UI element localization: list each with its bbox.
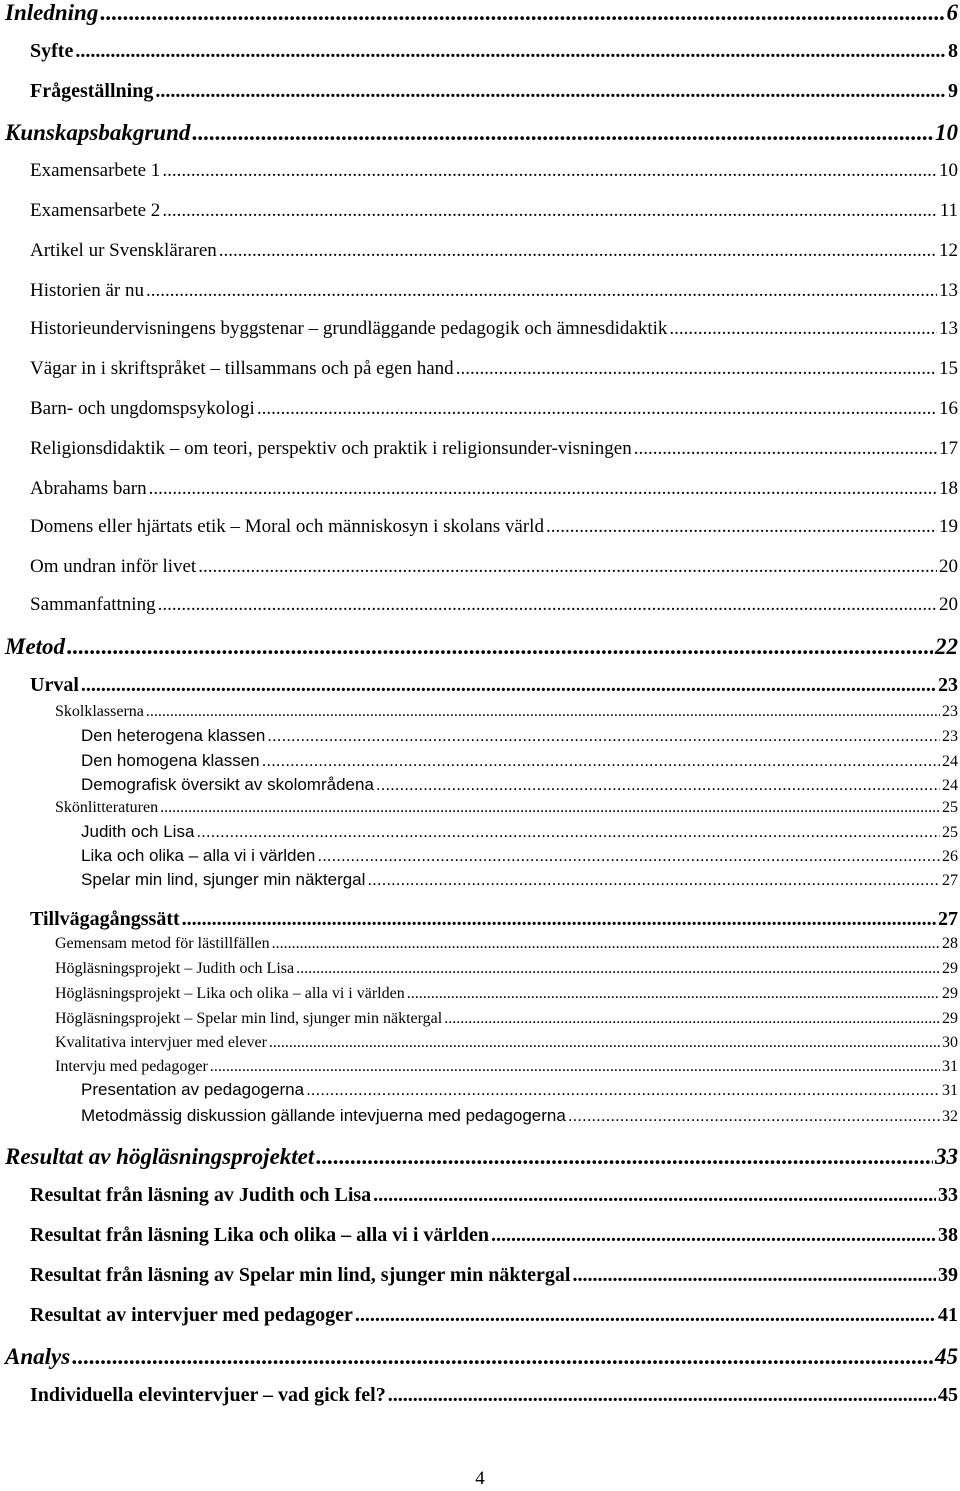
toc-entry-page: 23 [942,703,958,720]
toc-entry-title: Metodmässig diskussion gällande intevjuerna med pedagogerna [81,1106,566,1125]
toc-entry-page: 26 [942,848,958,865]
toc-entry[interactable] [0,799,958,817]
toc-entry[interactable] [0,240,958,262]
toc-entry-page: 11 [939,200,958,221]
toc-entry[interactable] [0,674,958,697]
toc-entry[interactable] [0,908,958,931]
toc-entry-page: 25 [942,799,958,816]
toc-entry-page: 29 [942,985,958,1002]
toc-entry-page: 8 [948,40,958,62]
toc-entry[interactable] [0,200,958,222]
toc-entry-title: Resultat från läsning av Judith och Lisa [30,1184,372,1206]
dot-leader [75,40,946,63]
dot-leader [407,985,940,1003]
toc-entry[interactable] [0,726,958,746]
toc-entry[interactable] [0,438,958,460]
toc-entry[interactable] [0,594,958,616]
dot-leader [192,120,933,146]
dot-leader [146,280,937,302]
toc-entry-title: Demografisk översikt av skolområdena [81,775,374,794]
toc-entry-title: Den homogena klassen [81,751,260,770]
toc-entry-page: 33 [935,1144,958,1169]
dot-leader [388,1384,936,1407]
toc-entry-page: 41 [938,1304,958,1326]
dot-leader [456,358,937,380]
toc-entry[interactable] [0,478,958,500]
dot-leader [568,1106,940,1126]
toc-entry-page: 20 [939,556,958,577]
toc-entry-title: Skolklasserna [55,703,144,720]
toc-entry[interactable] [0,634,958,660]
dot-leader [67,634,933,660]
toc-entry[interactable] [0,318,958,340]
toc-entry-title: Judith och Lisa [81,822,195,841]
toc-entry-title: Resultat från läsning Lika och olika – alla vi i världen [30,1224,489,1246]
toc-entry-title: Metod [5,634,66,659]
toc-entry[interactable] [0,1058,958,1076]
toc-entry-page: 10 [939,160,958,181]
toc-entry[interactable] [0,1144,958,1170]
toc-entry[interactable] [0,775,958,795]
toc-entry-title: Religionsdidaktik – om teori, perspektiv och praktik i religionsunder-visningen [30,438,632,459]
toc-entry-title: Presentation av pedagogerna [81,1080,305,1099]
toc-entry-page: 20 [939,594,958,615]
toc-entry-title: Sammanfattning [30,594,156,615]
toc-entry-page: 23 [942,728,958,745]
toc-entry-page: 24 [942,777,958,794]
toc-entry-title: Högläsningsprojekt – Lika och olika – alla vi i världen [55,985,405,1002]
toc-entry-page: 33 [938,1184,958,1206]
toc-entry[interactable] [0,398,958,420]
toc-entry-title: Inledning [5,0,99,25]
toc-entry-page: 38 [938,1224,958,1246]
toc-entry-page: 45 [935,1344,958,1369]
dot-leader [155,80,946,103]
dot-leader [269,1034,940,1052]
toc-entry-title: Resultat av intervjuer med pedagoger [30,1304,353,1326]
toc-entry-title: Kunskapsbakgrund [5,120,191,145]
dot-leader [198,556,937,578]
toc-entry[interactable] [0,280,958,302]
dot-leader [72,1344,933,1370]
toc-entry[interactable] [0,1010,958,1028]
dot-leader [81,674,936,697]
toc-entry-title: Vägar in i skriftspråket – tillsammans och på egen hand [30,358,454,379]
toc-entry[interactable] [0,1304,958,1327]
dot-leader [267,726,940,746]
toc-entry-page: 16 [939,398,958,419]
toc-entry-title: Urval [30,674,79,696]
toc-entry[interactable] [0,80,958,103]
page-number: 4 [475,1468,485,1489]
toc-entry[interactable] [0,556,958,578]
dot-leader [444,1010,940,1028]
toc-entry-page: 6 [946,0,958,25]
toc-entry[interactable] [0,703,958,721]
toc-entry[interactable] [0,1106,958,1126]
toc-entry-title: Artikel ur Svenskläraren [30,240,217,261]
toc-entry-page: 24 [942,753,958,770]
toc-entry[interactable] [0,358,958,380]
toc-entry-page: 45 [938,1384,958,1406]
toc-entry-title: Högläsningsprojekt – Judith och Lisa [55,960,295,977]
toc-entry-title: Tillvägagångssätt [30,908,180,930]
toc-entry[interactable] [0,516,958,538]
dot-leader [146,703,940,721]
toc-entry-title: Resultat av högläsningsprojektet [5,1144,315,1169]
toc-entry-page: 28 [942,935,958,952]
toc-entry-title: Analys [5,1344,71,1369]
toc-entry-page: 18 [939,478,958,499]
toc-entry-page: 13 [939,318,958,339]
toc-entry[interactable] [0,120,958,146]
toc-entry-title: Om undran inför livet [30,556,197,577]
toc-entry-page: 12 [939,240,958,261]
dot-leader [367,870,940,890]
dot-leader [158,594,937,616]
toc-entry-page: 29 [942,960,958,977]
toc-entry-page: 30 [942,1034,958,1051]
dot-leader [257,398,937,420]
toc-entry-title: Historieundervisningens byggstenar – grundläggande pedagogik och ämnesdidaktik [30,318,668,339]
toc-entry-page: 22 [935,634,958,659]
toc-entry-page: 23 [938,674,958,696]
dot-leader [546,516,937,538]
dot-leader [196,822,940,842]
toc-entry-page: 32 [942,1108,958,1125]
toc-entry[interactable] [0,1034,958,1052]
dot-leader [160,799,940,817]
toc-entry-title: Lika och olika – alla vi i världen [81,846,316,865]
dot-leader [162,200,937,222]
toc-entry-title: Examensarbete 2 [30,200,161,221]
dot-leader [491,1224,936,1247]
toc-entry-title: Syfte [30,40,74,62]
toc-entry[interactable] [0,1264,958,1287]
toc-entry-page: 31 [942,1058,958,1075]
toc-entry[interactable] [0,960,958,978]
toc-entry[interactable] [0,935,958,953]
dot-leader [210,1058,940,1076]
toc-entry-page: 29 [942,1010,958,1027]
toc-entry[interactable] [0,0,958,26]
dot-leader [262,751,940,771]
dot-leader [316,1144,933,1170]
toc-entry-title: Domens eller hjärtats etik – Moral och människosyn i skolans värld [30,516,544,537]
dot-leader [317,846,940,866]
dot-leader [572,1264,936,1287]
dot-leader [100,0,944,26]
toc-entry-page: 31 [942,1082,958,1099]
toc-entry-title: Barn- och ungdomspsykologi [30,398,255,419]
toc-entry[interactable] [0,160,958,182]
toc-entry-page: 10 [935,120,958,145]
toc-entry[interactable] [0,1224,958,1247]
dot-leader [376,775,940,795]
toc-entry[interactable] [0,1384,958,1407]
dot-leader [272,935,940,953]
dot-leader [669,318,937,340]
dot-leader [219,240,937,262]
dot-leader [182,908,936,931]
toc-entry-title: Historien är nu [30,280,144,301]
toc-entry-page: 27 [942,872,958,889]
toc-entry-page: 9 [948,80,958,102]
toc-entry-page: 25 [942,824,958,841]
toc-entry[interactable] [0,1080,958,1100]
toc-entry-page: 13 [939,280,958,301]
toc-entry-title: Individuella elevintervjuer – vad gick fel? [30,1384,386,1406]
dot-leader [149,478,937,500]
toc-entry[interactable] [0,751,958,771]
toc-entry-title: Den heterogena klassen [81,726,266,745]
toc-entry-title: Intervju med pedagoger [55,1058,208,1075]
dot-leader [296,960,940,978]
toc-entry[interactable] [0,985,958,1003]
toc-entry-title: Frågeställning [30,80,154,102]
toc-entry-page: 17 [939,438,958,459]
toc-entry[interactable] [0,1184,958,1207]
toc-entry-page: 27 [938,908,958,930]
toc-entry[interactable] [0,1344,958,1370]
toc-entry-title: Abrahams barn [30,478,147,499]
dot-leader [306,1080,940,1100]
dot-leader [373,1184,936,1207]
toc-entry-page: 39 [938,1264,958,1286]
toc-entry-page: 19 [939,516,958,537]
dot-leader [355,1304,936,1327]
dot-leader [634,438,937,460]
toc-entry-title: Skönlitteraturen [55,799,159,816]
toc-entry-title: Examensarbete 1 [30,160,161,181]
dot-leader [162,160,937,182]
toc-entry-title: Resultat från läsning av Spelar min lind, sjunger min näktergal [30,1264,571,1286]
toc-entry[interactable] [0,40,958,63]
toc-entry-page: 15 [939,358,958,379]
toc-entry[interactable] [0,870,958,890]
toc-entry-title: Gemensam metod för lästillfällen [55,935,270,952]
toc-entry[interactable] [0,846,958,866]
toc-entry[interactable] [0,822,958,842]
toc-entry-title: Högläsningsprojekt – Spelar min lind, sjunger min näktergal [55,1010,443,1027]
toc-entry-title: Spelar min lind, sjunger min näktergal [81,870,366,889]
toc-entry-title: Kvalitativa intervjuer med elever [55,1034,267,1051]
